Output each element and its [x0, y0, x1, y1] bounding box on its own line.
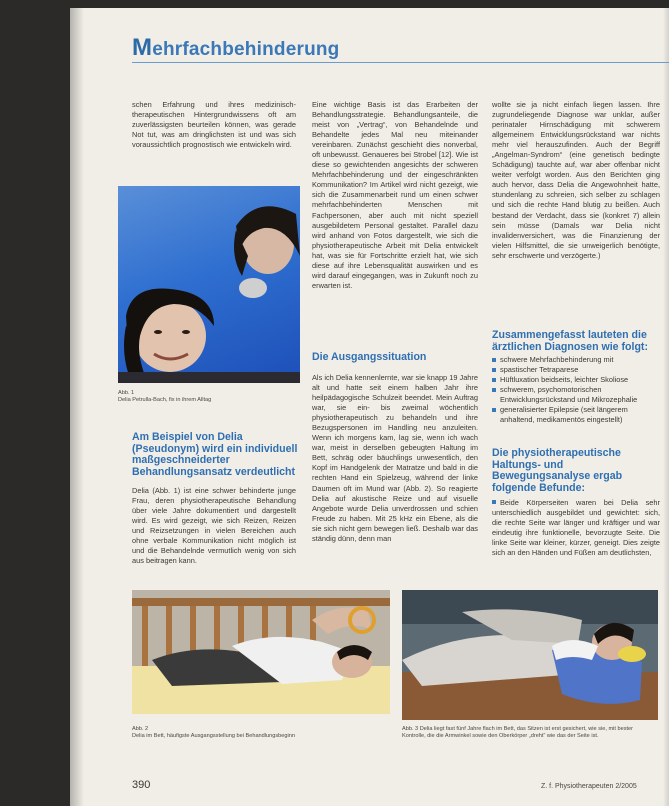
caption-label: Abb. 1: [118, 390, 135, 396]
column-2-bottom-text: [312, 373, 478, 544]
list-item: schwerem, psychomotorischen Entwicklungsrückstand und Mikrozephalie: [492, 385, 662, 405]
journal-source: Z. f. Physiotherapeuten 2/2005: [541, 783, 637, 790]
caption-label: Abb. 2: [132, 726, 149, 732]
figure-2-caption: [132, 726, 390, 740]
column-1-bottom-text: [132, 486, 296, 566]
diagnoses-list: [492, 355, 662, 425]
section-header-initial: M: [132, 34, 153, 61]
section-header-rest: ehrfachbehinderung: [152, 39, 340, 60]
caption-text: Delia im Bett, häufigste Ausgangsstellung bei Behandlungsbeginn: [132, 733, 295, 739]
page-gutter-shadow: [70, 8, 84, 806]
bullet-square-icon: [492, 388, 496, 392]
paragraph: schen Erfahrung und ihres medizinisch-therapeutischen Hintergrundwissens oft am zuverlässigsten beurteilen können, was gerade Not tut, was am dringlichsten ist und was sich voraussichtlich prognostisch wie entwickeln wird.: [132, 100, 296, 150]
paragraph: wollte sie ja nicht einfach liegen lassen. Ihre zugrundeliegende Diagnose war unklar, außer perinataler Hirnschädigung mit schwerem allgemeinem Entwicklungsrückstand war nichts mehr viel herauszufinden. Auch der Begriff „Angelman-Syndrom“ (eine genetisch bedingte Schädigung) tauchte auf, war aber offenbar nicht weiter verfolgt worden. Aus den Berichten ging auch hervor, dass Delia die Angewohnheit hatte, stundenlang zu schreien, sich selber zu schlagen und sich die rechte Hand blutig zu beißen. Auch bestand der Verdacht, dass sie (konkret 7) allein sein müsse (Damals war Delia nicht invalidenversichert, was die Finanzierung der vielen Hilfsmittel, die sie unweigerlich benötigte, sehr erschwerte und verzögerte.): [492, 100, 660, 260]
figure-1-photo: [118, 186, 300, 383]
heading-example-delia: Am Beispiel von Delia (Pseudonym) wird ein individuell maßgeschneiderter Behandlungsansatz verdeutlicht: [132, 431, 298, 478]
heading-analysis: Die physiotherapeutische Haltungs- und Bewegungsanalyse ergab folgende Befunde:: [492, 447, 623, 494]
list-item: schwere Mehrfachbehinderung mit: [492, 355, 662, 365]
page-edge-shadow: [663, 8, 669, 806]
list-item: generalisierter Epilepsie (seit längerem anhaltend, medikamentös eingestellt): [492, 405, 662, 425]
document-page: [70, 8, 669, 806]
figure-2-photo: [132, 590, 390, 714]
section-header: [132, 34, 340, 62]
column-3-bottom-text: [492, 498, 660, 558]
paragraph: Eine wichtige Basis ist das Erarbeiten der Behandlungsstrategie. Behandlungsanteile, die meist von „Vertrag“, von Behandelnde und Behandelte jedes Mal neu miteinander vereinbaren. Zunächst geschieht dies nonverbal, oft unbewusst. Genaueres bei Strobel [12]. Wie ist diese so gewichtenden angesichts der schweren Mehrfachbehinderung und der eingeschränkten Kommunikation? Im Artikel wird nicht gezeigt, wie sich die Zusammenarbeit rund um einen schwer mehrfachbehinderten Menschen mit Fachpersonen, aber auch mit nicht speziell ausgebildetem Personal gestaltet. Parallel dazu wird anhand von Fotos dargestellt, wie sich die physiotherapeutische Arbeit mit Delia entwickelt hat, was sie für Fortschritte erzielt hat, wie sich diese auf ihre Lebensqualität auswirken und es wird darauf eingegangen, was in Zukunft noch zu erwarten ist.: [312, 100, 478, 290]
column-1-top-text: [132, 100, 296, 150]
column-3-top-text: [492, 100, 660, 261]
heading-diagnoses: Zusammengefasst lauteten die ärztlichen Diagnosen wie folgt:: [492, 329, 648, 353]
paragraph: Als ich Delia kennenlernte, war sie knapp 19 Jahre alt und hatte seit einem halben Jahr ihre heilpädagogische Schulzeit beendet. Mein Auftrag war, sie ein- bis zweimal wöchentlich physiotherapeutisch zu behandeln und ihre Bezugspersonen im Handling neu anzuleiten. Wenn ich morgens kam, lag sie, wenn ich wach war, meist in derselben gebeugten Haltung im Bett, schräg oder bäuchlings unwesentlich, den Kopf im Handgelenk der Matratze und bald in die rechten Hand ein Spielzeug, während der linke Daumen oft im Mund war (Abb. 2). So reagierte Delia auf akustische Reize und auf visuelle Angebote wurde Delia unverdrossen und schien Freude zu haben. Mit 25 kHz ein Ebene, als die sie sich nicht gern bewegen ließ. Deshalb war das ständig dünn, denn man: [312, 373, 478, 543]
heading-ausgangssituation: Die Ausgangssituation: [312, 351, 427, 363]
bullet-square-icon: [492, 368, 496, 372]
figure-1-caption: [118, 390, 300, 404]
figure-3-photo: [402, 590, 658, 720]
column-2-top-text: [312, 100, 478, 291]
bed-scene-illustration: [132, 590, 390, 714]
list-item: spastischer Tetraparese: [492, 365, 662, 375]
bullet-square-icon: [492, 358, 496, 362]
list-item: Hüftluxation beidseits, leichter Skoliose: [492, 375, 662, 385]
caption-text: Delia Petrulla-Bach, fix in ihrem Alltag: [118, 397, 212, 403]
paragraph: Beide Körperseiten waren bei Delia sehr unterschiedlich ausgebildet und gewichtet: sich, die rechte Seite war länger und kräftiger und war eindeutig ihre funktionelle, bevorzugte Seite. Die linke Seite war kleiner, kürzer, geneigt. Dies zeigte sich an den Händen und Füßen am deutlichsten,: [492, 498, 660, 558]
lying-scene-illustration: [402, 590, 658, 720]
bullet-square-icon: [492, 500, 496, 504]
paragraph: Delia (Abb. 1) ist eine schwer behinderte junge Frau, deren physiotherapeutische Behandlung über viele Jahre dokumentiert und dargestellt wird. Es wird gezeigt, wie sich Reizen, Reizen und Reizsetzungen in vielen Bereichen auch ohne verbale Kommunikation nicht möglich ist und die Behandelnde vermutlich wenig von sich aus beitragen kann.: [132, 486, 296, 566]
portrait-illustration: [118, 186, 300, 383]
caption-text: Delia liegt fast fünf Jahre flach im Bett, das Sitzen ist erst gesichert, wie sie, mit bester Kontrolle, die die Armwinkel sowie den Oberkörper „dreht“ wie das der Seite ist.: [402, 726, 634, 739]
page-number: 390: [132, 779, 151, 791]
bullet-square-icon: [492, 378, 496, 382]
caption-label: Abb. 3: [402, 726, 419, 732]
figure-3-caption: [402, 726, 658, 740]
header-rule: [132, 62, 669, 63]
bullet-square-icon: [492, 408, 496, 412]
